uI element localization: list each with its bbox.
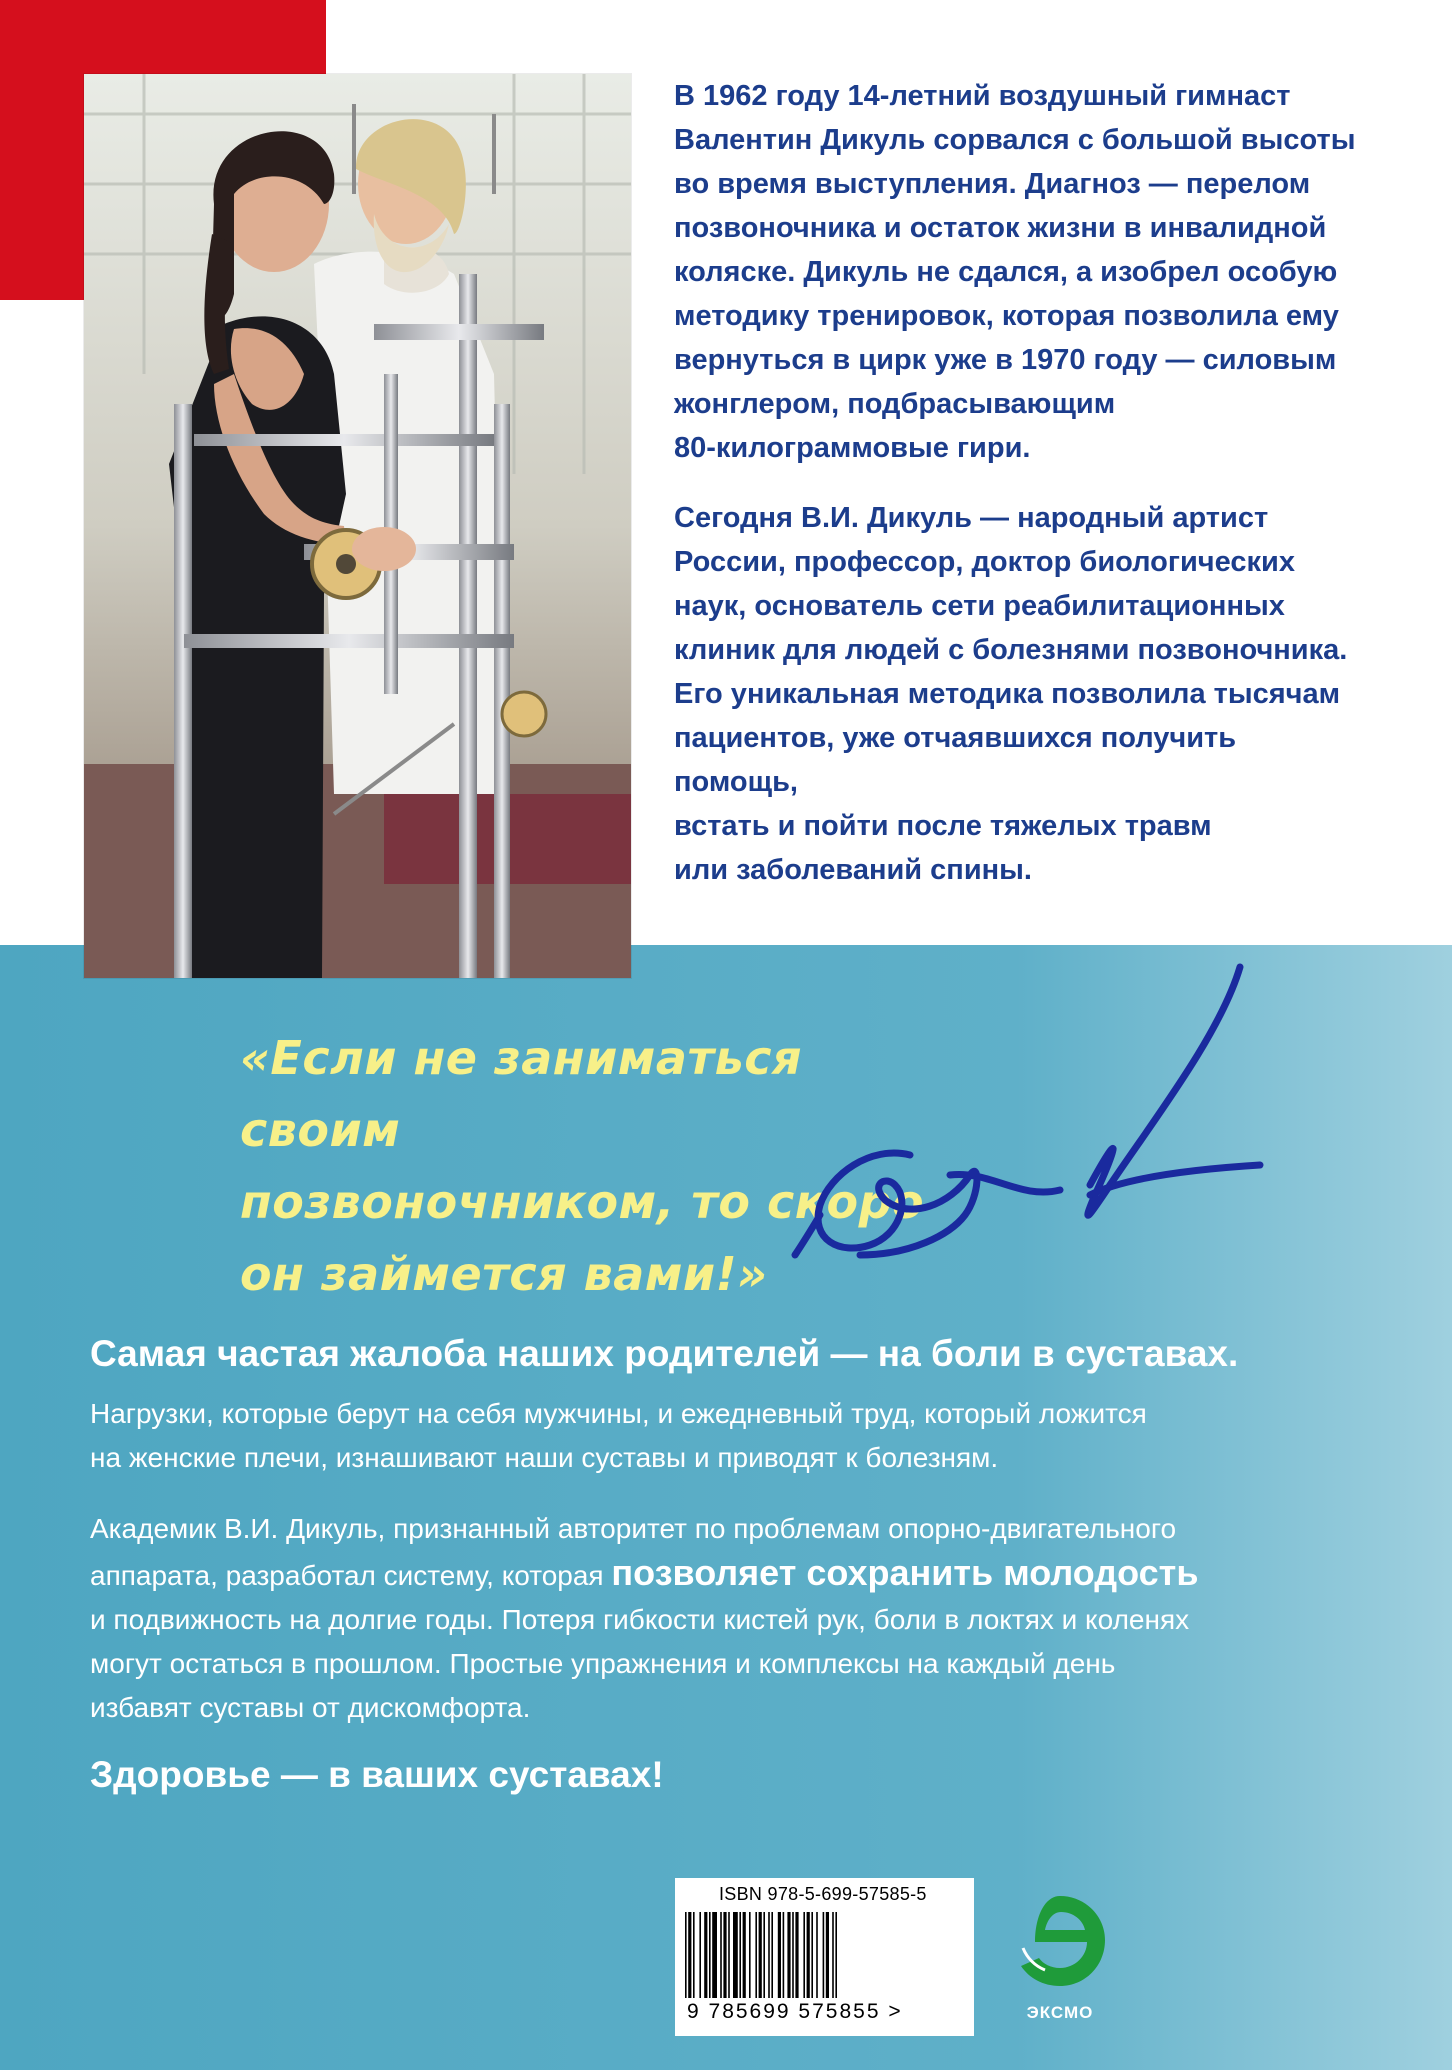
barcode-bar <box>771 1912 773 1998</box>
cover-photo <box>84 74 631 978</box>
barcode-bar <box>685 1912 687 1998</box>
bio-paragraph-2: Сегодня В.И. Дикуль — народный артист России, профессор, доктор биологических наук, основатель сети реабилитационных клиник для людей с болезнями позвоночника. Его уникальная методика позволила тысячам пациентов, уже отчаявшихся получить помощь, встать и пойти после тяжелых травм или заболеваний спины. <box>674 502 1348 886</box>
about-line-2-start: аппарата, разработал систему, которая <box>90 1560 612 1591</box>
barcode-bar <box>712 1912 717 1998</box>
about-line-1: Академик В.И. Дикуль, признанный авторитет по проблемам опорно-двигательного <box>90 1513 1177 1544</box>
barcode-bar <box>739 1912 741 1998</box>
barcode-bar <box>699 1912 701 1998</box>
barcode-bar <box>823 1912 825 1998</box>
barcode-bar <box>723 1912 726 1998</box>
barcode-digits: 9 785699 575855 > <box>687 2000 903 2023</box>
barcode-bar <box>709 1912 711 1998</box>
barcode-bar <box>811 1912 813 1998</box>
barcode-bar <box>704 1912 707 1998</box>
barcode-bar <box>792 1912 794 1998</box>
barcode-bar <box>795 1912 798 1998</box>
isbn-text: ISBN 978-5-699-57585-5 <box>719 1884 927 1904</box>
barcode-bars <box>685 1912 964 2000</box>
barcode-bar <box>778 1912 781 1998</box>
about-line-4: могут остаться в прошлом. Простые упражнения и комплексы на каждый день <box>90 1648 1116 1679</box>
publisher-name: ЭКСМО <box>1026 2003 1094 2022</box>
closing-tagline: Здоровье — в ваших суставах! <box>90 1754 664 1795</box>
publisher-logo <box>1005 1888 1115 2038</box>
barcode-bar <box>826 1912 829 1998</box>
biography-text <box>674 74 1364 892</box>
barcode-bar <box>759 1912 762 1998</box>
barcode-bar <box>749 1912 751 1998</box>
barcode-bar <box>755 1912 757 1998</box>
barcode-bar <box>688 1912 691 1998</box>
about-emphasis: позволяет сохранить молодость <box>611 1552 1199 1593</box>
barcode-bar <box>832 1912 834 1998</box>
barcode-bar <box>693 1912 695 1998</box>
barcode-bar <box>720 1912 722 1998</box>
about-line-2 <box>90 1551 1410 1598</box>
headline: Самая частая жалоба наших родителей — на боли в суставах. <box>90 1333 1239 1374</box>
bio-paragraph-1: В 1962 году 14-летний воздушный гимнаст Валентин Дикуль сорвался с большой высоты во время выступления. Диагноз — перелом позвоночника и остаток жизни в инвалидной коляске. Дикуль не сдался, а изобрел особую методику тренировок, которая позволила ему вернуться в цирк уже в 1970 году — силовым жонглером, подбрасывающим 80-килограммовые гири. <box>674 80 1356 464</box>
barcode-bar <box>835 1912 837 1998</box>
barcode-bar <box>743 1912 746 1998</box>
barcode-bar <box>803 1912 805 1998</box>
about-line-5: избавят суставы от дискомфорта. <box>90 1692 531 1723</box>
barcode-bar <box>768 1912 770 1998</box>
about-line-3: и подвижность на долгие годы. Потеря гибкости кистей рук, боли в локтях и коленях <box>90 1604 1190 1635</box>
eksmo-logo-icon <box>1005 1888 1115 1998</box>
barcode-bar <box>733 1912 738 1998</box>
barcode-bar <box>807 1912 810 1998</box>
barcode-bar <box>816 1912 818 1998</box>
gym-photo-illustration <box>84 74 631 978</box>
barcode-bar <box>787 1912 790 1998</box>
intro-paragraph: Нагрузки, которые берут на себя мужчины, и ежедневный труд, который ложится на женские плечи, изнашивают наши суставы и приводят к болезням. <box>90 1398 1147 1473</box>
barcode-bar <box>783 1912 785 1998</box>
author-signature <box>790 955 1280 1285</box>
about-paragraph <box>90 1507 1410 1730</box>
quote-text: «Если не заниматься своим позвоночником, то скоро он займется вами!» <box>240 1031 925 1301</box>
barcode-box <box>675 1878 974 2036</box>
barcode-bar <box>728 1912 730 1998</box>
barcode-bar <box>763 1912 765 1998</box>
